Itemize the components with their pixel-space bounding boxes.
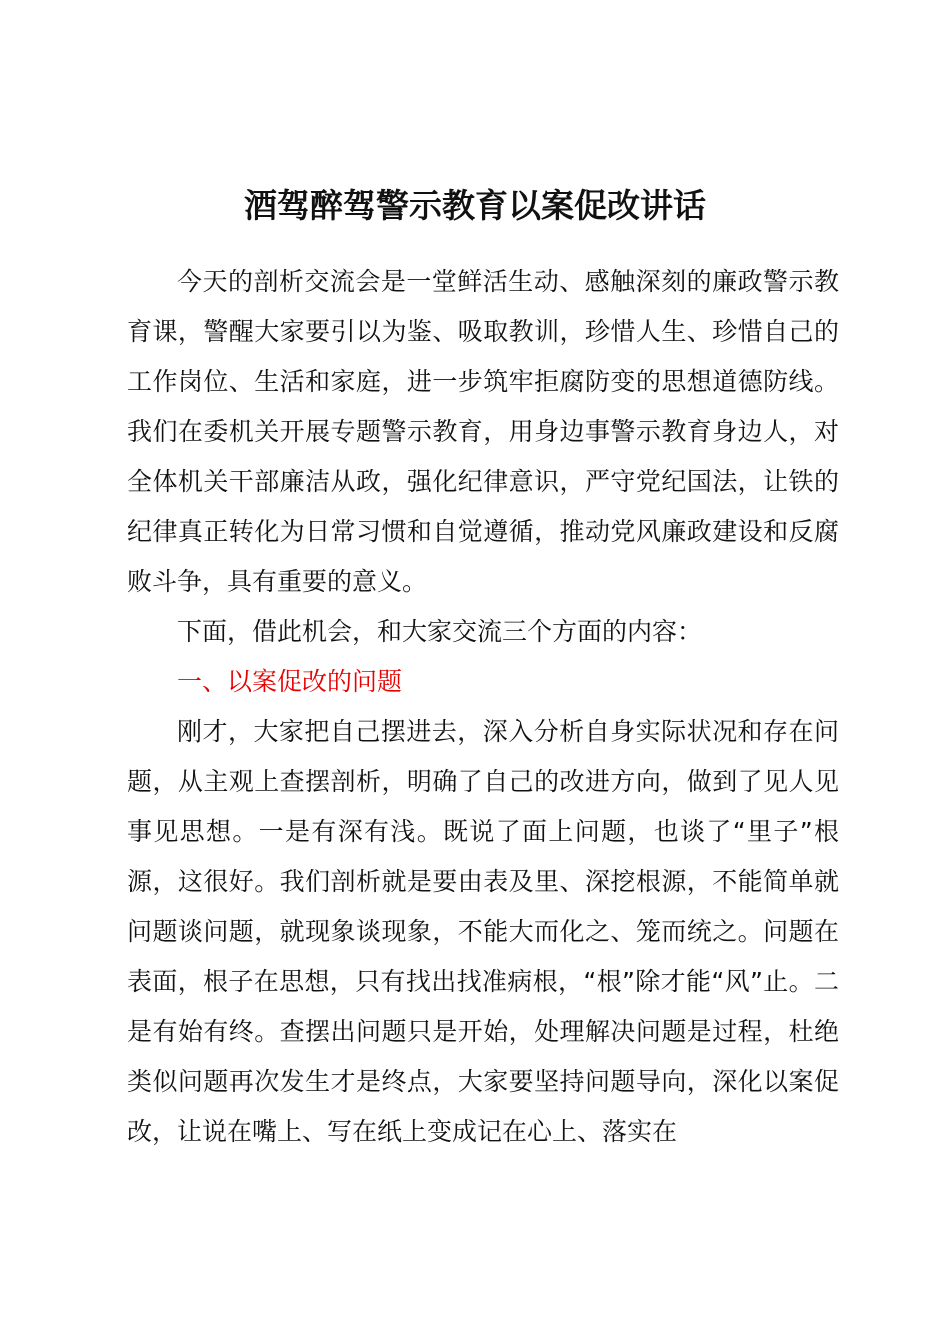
paragraph-transition: 下面，借此机会，和大家交流三个方面的内容： (177, 617, 703, 646)
paragraph-intro: 今天的剖析交流会是一堂鲜活生动、感触深刻的廉政警示教育课，警醒大家要引以为鉴、吸取教训，珍惜人生、珍惜自己的工作岗位、生活和家庭，进一步筑牢拒腐防变的思想道德防线。我们在委机关开展专题警示教育，用身边事警示教育身边人，对全体机关干部廉洁从政，强化纪律意识，严守党纪国法，让铁的纪律真正转化为日常习惯和自觉遵循，推动党风廉政建设和反腐败斗争，具有重要的意义。 (127, 267, 839, 596)
document-title: 酒驾醉驾警示教育以案促改讲话 (244, 186, 706, 225)
paragraph-section-body: 刚才，大家把自己摆进去，深入分析自身实际状况和存在问题，从主观上查摆剖析，明确了自己的改进方向，做到了见人见事见思想。一是有深有浅。既说了面上问题，也谈了“里子”根源，这很好。我们剖析就是要由表及里、深挖根源，不能简单就问题谈问题，就现象谈现象，不能大而化之、笼而统之。问题在表面，根子在思想，只有找出找准病根，“根”除才能“风”止。二是有始有终。查摆出问题只是开始，处理解决问题是过程，杜绝类似问题再次发生才是终点，大家要坚持问题导向，深化以案促改，让说在嘴上、写在纸上变成记在心上、落实在 (127, 717, 839, 1146)
document-body (127, 257, 839, 1157)
section-heading: 一、以案促改的问题 (177, 667, 403, 696)
